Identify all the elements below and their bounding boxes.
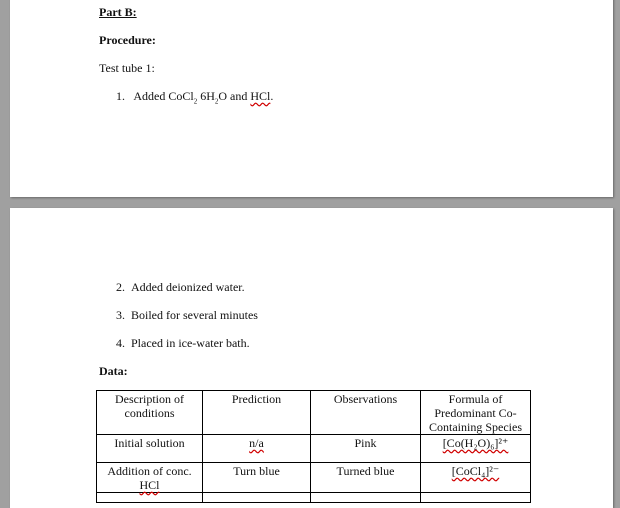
step-number: 2. <box>116 280 125 294</box>
step-text: Added deionized water. <box>131 280 245 294</box>
header-line: Formula of <box>448 392 503 406</box>
header-line: Containing Species <box>429 420 522 434</box>
list-item-step-4 <box>116 336 250 350</box>
spellcheck-word: n/a <box>249 436 264 450</box>
step-number: 1. <box>116 89 125 103</box>
data-heading: Data: <box>99 364 128 378</box>
table-cell-formula <box>421 463 531 493</box>
test-tube-label: Test tube 1: <box>99 61 155 75</box>
table-header-cell <box>421 391 531 435</box>
document-page-1 <box>10 0 613 197</box>
table-header-row <box>97 391 531 435</box>
header-line: Predominant Co- <box>434 406 517 420</box>
spellcheck-word: [CoCl₄]²⁻ <box>451 464 500 478</box>
table-cell <box>203 493 311 503</box>
step-text-part: O and <box>218 89 251 103</box>
spellcheck-word: [Co(H₂O)₆]²⁺ <box>442 436 509 450</box>
description-line: Addition of conc. <box>107 464 192 478</box>
spellcheck-word: HCl <box>139 478 160 492</box>
table-cell <box>97 493 203 503</box>
header-line: Description of <box>115 392 184 406</box>
table-cell-prediction: Turn blue <box>203 463 311 493</box>
subscript: 2 <box>193 97 198 106</box>
list-item-step-3 <box>116 308 258 322</box>
subscript: 2 <box>214 97 219 106</box>
spellcheck-word: HCl <box>250 89 271 103</box>
header-line: Prediction <box>231 392 282 406</box>
table-cell <box>421 493 531 503</box>
document-page-2 <box>10 208 613 508</box>
table-cell <box>311 493 421 503</box>
step-number: 4. <box>116 336 125 350</box>
table-row <box>97 493 531 503</box>
header-line: conditions <box>124 406 175 420</box>
data-table <box>96 390 531 503</box>
table-cell-formula <box>421 435 531 463</box>
table-cell-observation: Pink <box>311 435 421 463</box>
table-row <box>97 435 531 463</box>
table-cell-description <box>97 463 203 493</box>
list-item-step-1 <box>116 89 274 106</box>
step-number: 3. <box>116 308 125 322</box>
table-cell-prediction <box>203 435 311 463</box>
step-text: Boiled for several minutes <box>131 308 258 322</box>
table-header-cell <box>203 391 311 435</box>
table-header-cell <box>311 391 421 435</box>
table-cell-observation: Turned blue <box>311 463 421 493</box>
step-text-part: Added CoCl <box>133 89 194 103</box>
part-b-heading: Part B: <box>99 5 137 19</box>
table-cell-description: Initial solution <box>97 435 203 463</box>
step-text: Placed in ice-water bath. <box>131 336 250 350</box>
header-line: Observations <box>333 392 398 406</box>
step-text-part: 6H <box>197 89 215 103</box>
table-header-cell <box>97 391 203 435</box>
list-item-step-2 <box>116 280 245 294</box>
table-row <box>97 463 531 493</box>
step-text-part: . <box>270 89 274 103</box>
procedure-heading: Procedure: <box>99 33 156 47</box>
